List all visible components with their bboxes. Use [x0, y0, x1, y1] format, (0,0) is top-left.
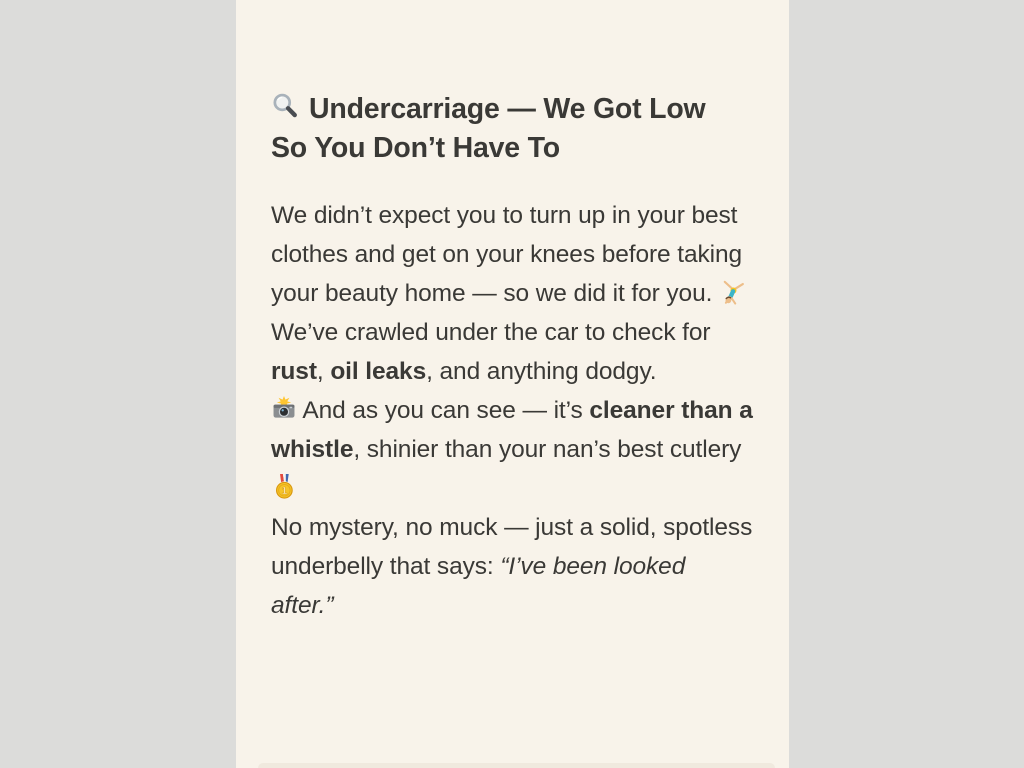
heading-text: Undercarriage — We Got Low So You Don’t Have To [271, 93, 706, 164]
text-run: We didn’t expect you to turn up in your best clothes and get on your knees before taking your beauty home — so we did it for you. [271, 202, 743, 307]
text-run: , and anything dodgy. [426, 358, 657, 385]
text-run: , [316, 358, 331, 385]
body-paragraph [271, 391, 754, 508]
bold-text-run: cleaner than a whistle [271, 397, 753, 463]
text-run: And as you can see — it’s [297, 397, 590, 424]
caption-content [236, 0, 789, 625]
cartwheel-emoji [719, 279, 745, 305]
caption-heading [271, 90, 735, 168]
text-run: No mystery, no muck — just a solid, spotless underbelly that says: [271, 514, 753, 580]
heading-icon-slot [271, 93, 309, 125]
bottom-edge-element [258, 763, 775, 768]
svg-text:1: 1 [281, 486, 288, 498]
bold-text-run: oil leaks [330, 358, 427, 385]
text-run: We’ve crawled under the car to check for [271, 319, 711, 346]
text-run: , shinier than your nan’s best cutlery [353, 436, 742, 463]
body-paragraph [271, 508, 754, 625]
bold-text-run: rust [271, 358, 317, 385]
italic-text-run: “I’ve been looked after.” [271, 553, 686, 619]
body-paragraph [271, 196, 754, 313]
body-paragraph [271, 313, 754, 391]
magnifying-glass-emoji [271, 92, 300, 121]
caption-card [236, 0, 789, 768]
gold-medal-emoji [271, 474, 297, 500]
camera-flash-emoji [271, 396, 297, 422]
caption-body [271, 196, 754, 625]
